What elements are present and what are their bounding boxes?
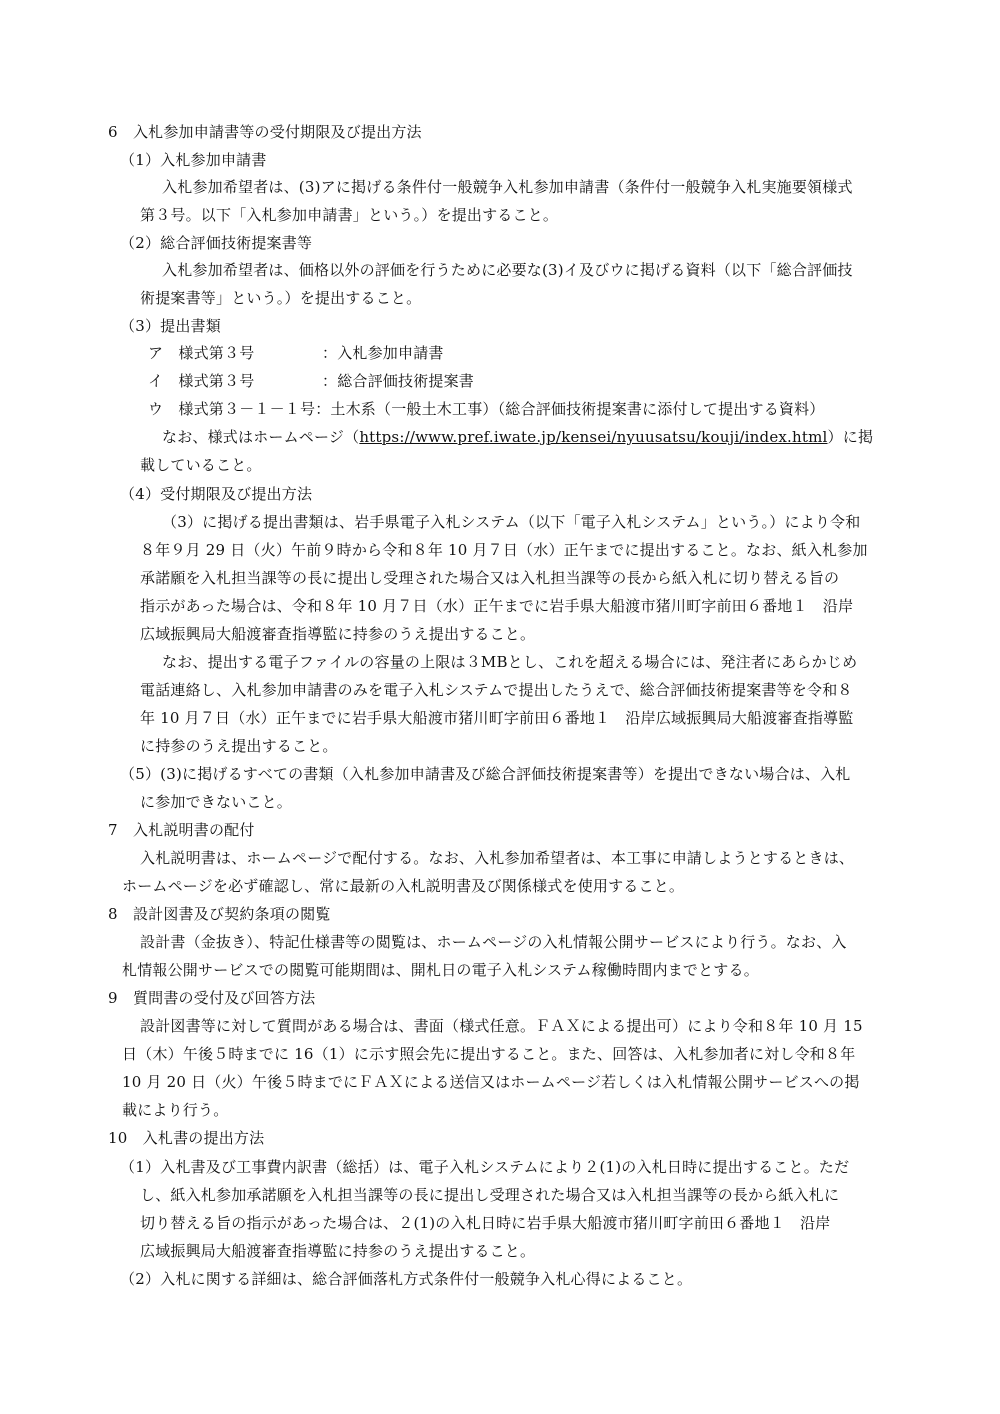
paragraph-line: 載により行う。 — [122, 1101, 229, 1119]
list-item-label: イ 様式第３号 — [148, 372, 255, 390]
paragraph-line: 入札参加希望者は、価格以外の評価を行うために必要な(3)イ及びウに掲げる資料（以下「総合評価技 — [162, 261, 853, 279]
paragraph-line: ８年９月 29 日（火）午前９時から令和８年 10 月７日（水）正午までに提出すること。なお、紙入札参加 — [140, 541, 868, 559]
paragraph-line: 広域振興局大船渡審査指導監に持参のうえ提出すること。 — [140, 1242, 536, 1260]
subsection-heading: （2）入札に関する詳細は、総合評価落札方式条件付一般競争入札心得によること。 — [120, 1270, 693, 1288]
subsection-heading: （1）入札参加申請書 — [120, 151, 267, 169]
paragraph-line: 載していること。 — [140, 456, 262, 474]
paragraph-line: （1）入札書及び工事費内訳書（総括）は、電子入札システムにより２(1)の入札日時に提出すること。ただ — [120, 1158, 850, 1176]
subsection-heading: （2）総合評価技術提案書等 — [120, 234, 313, 252]
paragraph-line: 術提案書等」という。）を提出すること。 — [140, 289, 422, 307]
section-heading-6: 6 入札参加申請書等の受付期限及び提出方法 — [108, 123, 422, 141]
paragraph-line: 10 月 20 日（火）午後５時までにＦＡＸによる送信又はホームページ若しくは入札情報公開サービスへの掲 — [122, 1073, 860, 1091]
list-item: ウ 様式第３－１－１号：土木系（一般土木工事）（総合評価技術提案書に添付して提出する資料） — [148, 400, 825, 418]
paragraph-line: に持参のうえ提出すること。 — [140, 737, 338, 755]
paragraph-line: 第３号。以下「入札参加申請書」という。）を提出すること。 — [140, 206, 559, 224]
section-heading-8: 8 設計図書及び契約条項の閲覧 — [108, 905, 331, 923]
paragraph-line: し、紙入札参加承諾願を入札担当課等の長に提出し受理された場合又は入札担当課等の長から紙入札に — [140, 1186, 840, 1204]
list-item-label: ア 様式第３号 — [148, 344, 255, 362]
paragraph-line: ホームページを必ず確認し、常に最新の入札説明書及び関係様式を使用すること。 — [122, 877, 685, 895]
paragraph-line: 設計書（金抜き）、特記仕様書等の閲覧は、ホームページの入札情報公開サービスにより行う。なお、入 — [140, 933, 847, 951]
subsection-heading: （3）提出書類 — [120, 317, 221, 335]
paragraph-line: 電話連絡し、入札参加申請書のみを電子入札システムで提出したうえで、総合評価技術提案書等を令和８ — [140, 681, 853, 699]
paragraph-text: ）に掲 — [827, 428, 874, 446]
paragraph-line: 承諾願を入札担当課等の長に提出し受理された場合又は入札担当課等の長から紙入札に切り替える旨の — [140, 569, 840, 587]
subsection-heading: （4）受付期限及び提出方法 — [120, 485, 313, 503]
paragraph-line: 設計図書等に対して質問がある場合は、書面（様式任意。ＦＡＸによる提出可）により令和８年 10 月 15 — [140, 1017, 863, 1035]
paragraph-line: 広域振興局大船渡審査指導監に持参のうえ提出すること。 — [140, 625, 536, 643]
paragraph-text: なお、様式はホームページ（ — [162, 428, 360, 446]
paragraph-line: 切り替える旨の指示があった場合は、２(1)の入札日時に岩手県大船渡市猪川町字前田６番地１ 沿岸 — [140, 1214, 831, 1232]
paragraph-line: 入札説明書は、ホームページで配付する。なお、入札参加希望者は、本工事に申請しようとするときは、 — [140, 849, 855, 867]
section-heading-9: 9 質問書の受付及び回答方法 — [108, 989, 316, 1007]
subsection-heading: （5）(3)に掲げるすべての書類（入札参加申請書及び総合評価技術提案書等）を提出できない場合は、入札 — [120, 765, 851, 783]
paragraph-line: 年 10 月７日（水）正午までに岩手県大船渡市猪川町字前田６番地１ 沿岸広域振興局大船渡審査指導監 — [140, 709, 854, 727]
paragraph-line — [162, 427, 873, 447]
list-item-value: ：入札参加申請書 — [322, 344, 444, 362]
section-heading-7: 7 入札説明書の配付 — [108, 821, 255, 839]
list-item-value: ：総合評価技術提案書 — [322, 372, 475, 390]
paragraph-line: 日（木）午後５時までに 16（1）に示す照会先に提出すること。また、回答は、入札参加者に対し令和８年 — [122, 1045, 856, 1063]
paragraph-line: なお、提出する電子ファイルの容量の上限は３MBとし、これを超える場合には、発注者にあらかじめ — [162, 653, 858, 671]
homepage-link[interactable]: https://www.pref.iwate.jp/kensei/nyuusatsu/kouji/index.html — [359, 428, 828, 446]
paragraph-line: 入札参加希望者は、(3)アに掲げる条件付一般競争入札参加申請書（条件付一般競争入札実施要領様式 — [162, 178, 853, 196]
paragraph-line: に参加できないこと。 — [140, 793, 293, 811]
paragraph-line: 札情報公開サービスでの閲覧可能期間は、開札日の電子入札システム稼働時間内までとする。 — [122, 961, 759, 979]
paragraph-line: （3）に掲げる提出書類は、岩手県電子入札システム（以下「電子入札システム」という。）により令和 — [162, 513, 861, 531]
section-heading-10: 10 入札書の提出方法 — [108, 1129, 265, 1147]
paragraph-line: 指示があった場合は、令和８年 10 月７日（水）正午までに岩手県大船渡市猪川町字前田６番地１ 沿岸 — [140, 597, 854, 615]
